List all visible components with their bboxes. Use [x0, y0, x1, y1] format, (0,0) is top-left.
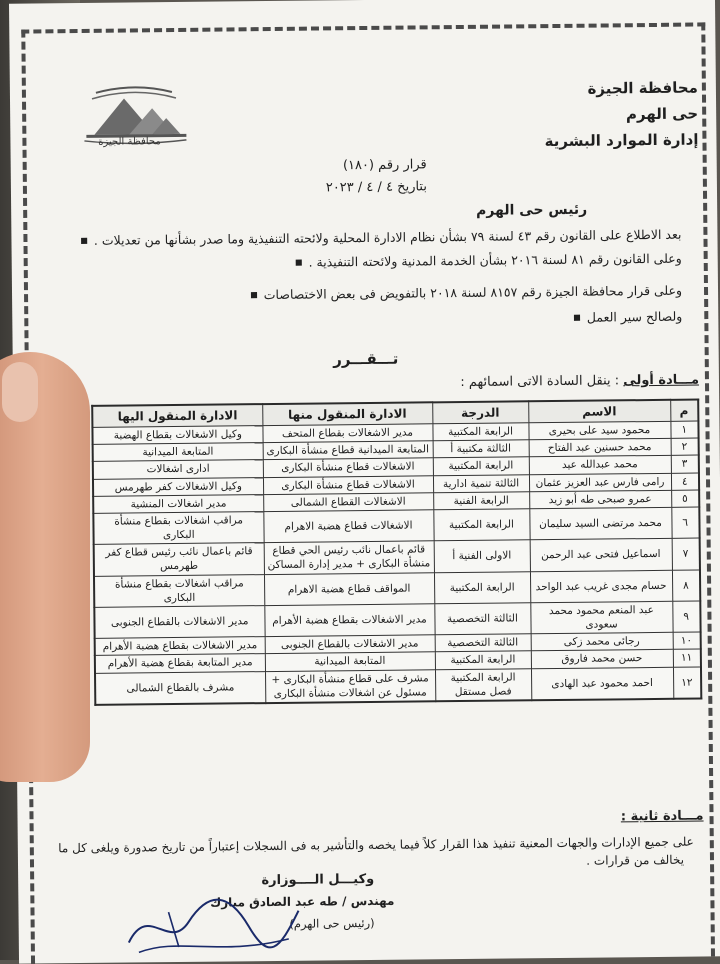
article-1-label: مـــادة أولى [623, 372, 700, 389]
decision-date: بتاريخ ٤ / ٤ / ٢٠٢٣ [325, 179, 428, 196]
person-name: احمد محمود عبد الهادى [531, 667, 673, 700]
table-row [95, 667, 701, 705]
from-department: مدير الاشغالات بالقطاع الجنوبى [265, 635, 435, 654]
premise-2: وعلى القانون رقم ٨١ لسنة ٢٠١٦ بشأن الخدمة المدنية ولائحته التنفيذية . ■ [295, 251, 682, 270]
logo-caption: محافظة الجيزة [98, 136, 161, 148]
premise-4: ولصالح سير العمل ■ [573, 309, 682, 325]
col-header-to: الادارة المنقول اليها [92, 404, 262, 427]
to-department: مراقب اشغالات بقطاع منشأة البكارى [94, 574, 264, 607]
signature-position: (رئيس حى الهرم) [289, 915, 375, 931]
person-name: محمد عبدالله عيد [529, 456, 671, 475]
document-page [9, 0, 720, 964]
col-header-number: م [670, 400, 698, 422]
col-header-grade: الدرجة [432, 401, 528, 424]
from-department: مدير الاشغالات بقطاع هضبة الأهرام [264, 604, 434, 637]
article-2-line-1: على جميع الإدارات والجهات المعنية تنفيذ هذا القرار كلاً فيما يخصه والتأشير به فى السجلات إعتباراً من تاريخ صدورة ويلغى كل ما [58, 834, 694, 856]
person-name: اسماعيل فتحى عبد الرحمن [530, 539, 672, 572]
header-governorate: محافظة الجيزة [587, 78, 699, 98]
to-department: مدير الاشغالات بقطاع هضبة الأهرام [95, 637, 265, 656]
person-name: محمود سيد على بحيرى [528, 421, 670, 440]
to-department: ادارى اشغالات [93, 460, 263, 479]
row-number: ١١ [673, 649, 701, 666]
from-department: المتابعة الميدانية قطاع منشأة البكارى [263, 441, 433, 460]
thumbnail [2, 362, 38, 422]
from-department: المتابعة الميدانية [265, 652, 435, 671]
row-number: ٩ [672, 601, 700, 633]
grade: الثالثة التخصصية [435, 634, 531, 652]
from-department: الاشغالات قطاع هضبة الاهرام [263, 510, 433, 543]
row-number: ١ [670, 421, 698, 438]
decision-number: قرار رقم (١٨٠) [342, 157, 427, 174]
row-number: ٢ [671, 438, 699, 455]
row-number: ٤ [671, 473, 699, 490]
col-header-from: الادارة المنقول منها [262, 402, 432, 425]
grade: الرابعة المكتبية [432, 423, 528, 441]
grade: الثالثة التخصصية [434, 603, 530, 635]
to-department: وكيل الاشغالات كفر طهرمس [93, 477, 263, 496]
handwritten-signature-icon [108, 881, 309, 963]
article-1 [460, 373, 699, 390]
from-department: الاشغالات القطاع الشمالى [263, 492, 433, 511]
grade: الثالثة تنمية ادارية [433, 474, 529, 492]
to-department: مدير اشغالات المنشية [93, 494, 263, 513]
col-header-name: الاسم [528, 400, 670, 423]
to-department: وكيل الاشغالات بقطاع الهضبة [92, 426, 262, 445]
to-department: قائم باعمال نائب رئيس قطاع كفر طهرمس [94, 543, 264, 576]
person-name: محمد مرتضى السيد سليمان [529, 507, 671, 540]
signature-name: مهندس / طه عبد الصادق مبارك [210, 893, 395, 910]
from-department: الاشغالات قطاع منشأة البكارى [263, 458, 433, 477]
grade: الرابعة المكتبية [434, 571, 530, 603]
grade: الاولى الفنية أ [434, 540, 530, 572]
grade: الرابعة الفنية [433, 491, 529, 509]
article-1-text: : ينقل السادة الاتى اسمائهم : [460, 373, 620, 391]
grade: الرابعة المكتبية [433, 457, 529, 475]
to-department: مشرف بالقطاع الشمالى [95, 671, 265, 705]
from-department: مشرف على قطاع منشأة البكارى + مسئول عن اشغالات منشأة البكارى [265, 669, 435, 703]
row-number: ٣ [671, 455, 699, 472]
row-number: ١٢ [673, 667, 701, 699]
grade: الرابعة المكتبية [435, 651, 531, 669]
row-number: ٧ [672, 538, 700, 570]
person-name: عمرو صبحى طه أبو زيد [529, 490, 671, 509]
row-number: ٦ [671, 507, 699, 539]
to-department: مدير الاشغالات بالقطاع الجنوبى [94, 605, 264, 638]
person-name: حسن محمد فاروق [531, 650, 673, 669]
person-name: حسام مجدى غريب عبد الواحد [530, 570, 672, 603]
from-department: الاشغالات قطاع منشأة البكارى [263, 475, 433, 494]
signature-title: وكيـــل الــــوزارة [261, 871, 375, 889]
person-name: رجائى محمد زكى [531, 633, 673, 652]
row-number: ٨ [672, 570, 700, 602]
to-department: المتابعة الميدانية [93, 443, 263, 462]
to-department: مراقب اشغالات بقطاع منشأة البكارى [93, 511, 263, 544]
from-department: مدير الاشغالات بقطاع المتحف [262, 424, 432, 443]
header-district: حى الهرم [625, 104, 699, 124]
grade: الرابعة المكتبية فصل مستقل [435, 668, 531, 701]
article-2-label: مـــادة ثانية : [620, 808, 704, 825]
issuer-title: رئيس حى الهرم [476, 201, 588, 219]
to-department: مدير المتابعة بقطاع هضبة الأهرام [95, 654, 265, 673]
from-department: المواقف قطاع هضبة الاهرام [264, 572, 434, 605]
person-name: رامى فارس عبد العزيز عثمان [529, 473, 671, 492]
row-number: ٥ [671, 490, 699, 507]
person-name: عبد المنعم محمود محمد سعودى [530, 601, 672, 634]
row-number: ١٠ [673, 632, 701, 649]
transfer-table [91, 399, 702, 706]
article-2-line-2: يخالف من قرارات . [586, 852, 685, 868]
header-department: إدارة الموارد البشرية [544, 130, 699, 151]
decides-heading: تـــقـــرر [333, 349, 399, 369]
grade: الرابعة المكتبية [433, 509, 529, 541]
grade: الثالثة مكتبية أ [433, 440, 529, 458]
premise-3: وعلى قرار محافظة الجيزة رقم ٨١٥٧ لسنة ٢٠١٨ بالتفويض فى بعض الاختصاصات ■ [250, 283, 682, 303]
premise-1: بعد الاطلاع على القانون رقم ٤٣ لسنة ٧٩ بشأن نظام الادارة المحلية ولائحته التنفيذية وما صدر بشأنها من تعديلات . ■ [80, 227, 681, 248]
person-name: محمد حسنين عبد الفتاح [529, 438, 671, 457]
from-department: قائم باعمال نائب رئيس الحي قطاع منشأة البكارى + مدير إدارة المساكن [264, 541, 434, 574]
